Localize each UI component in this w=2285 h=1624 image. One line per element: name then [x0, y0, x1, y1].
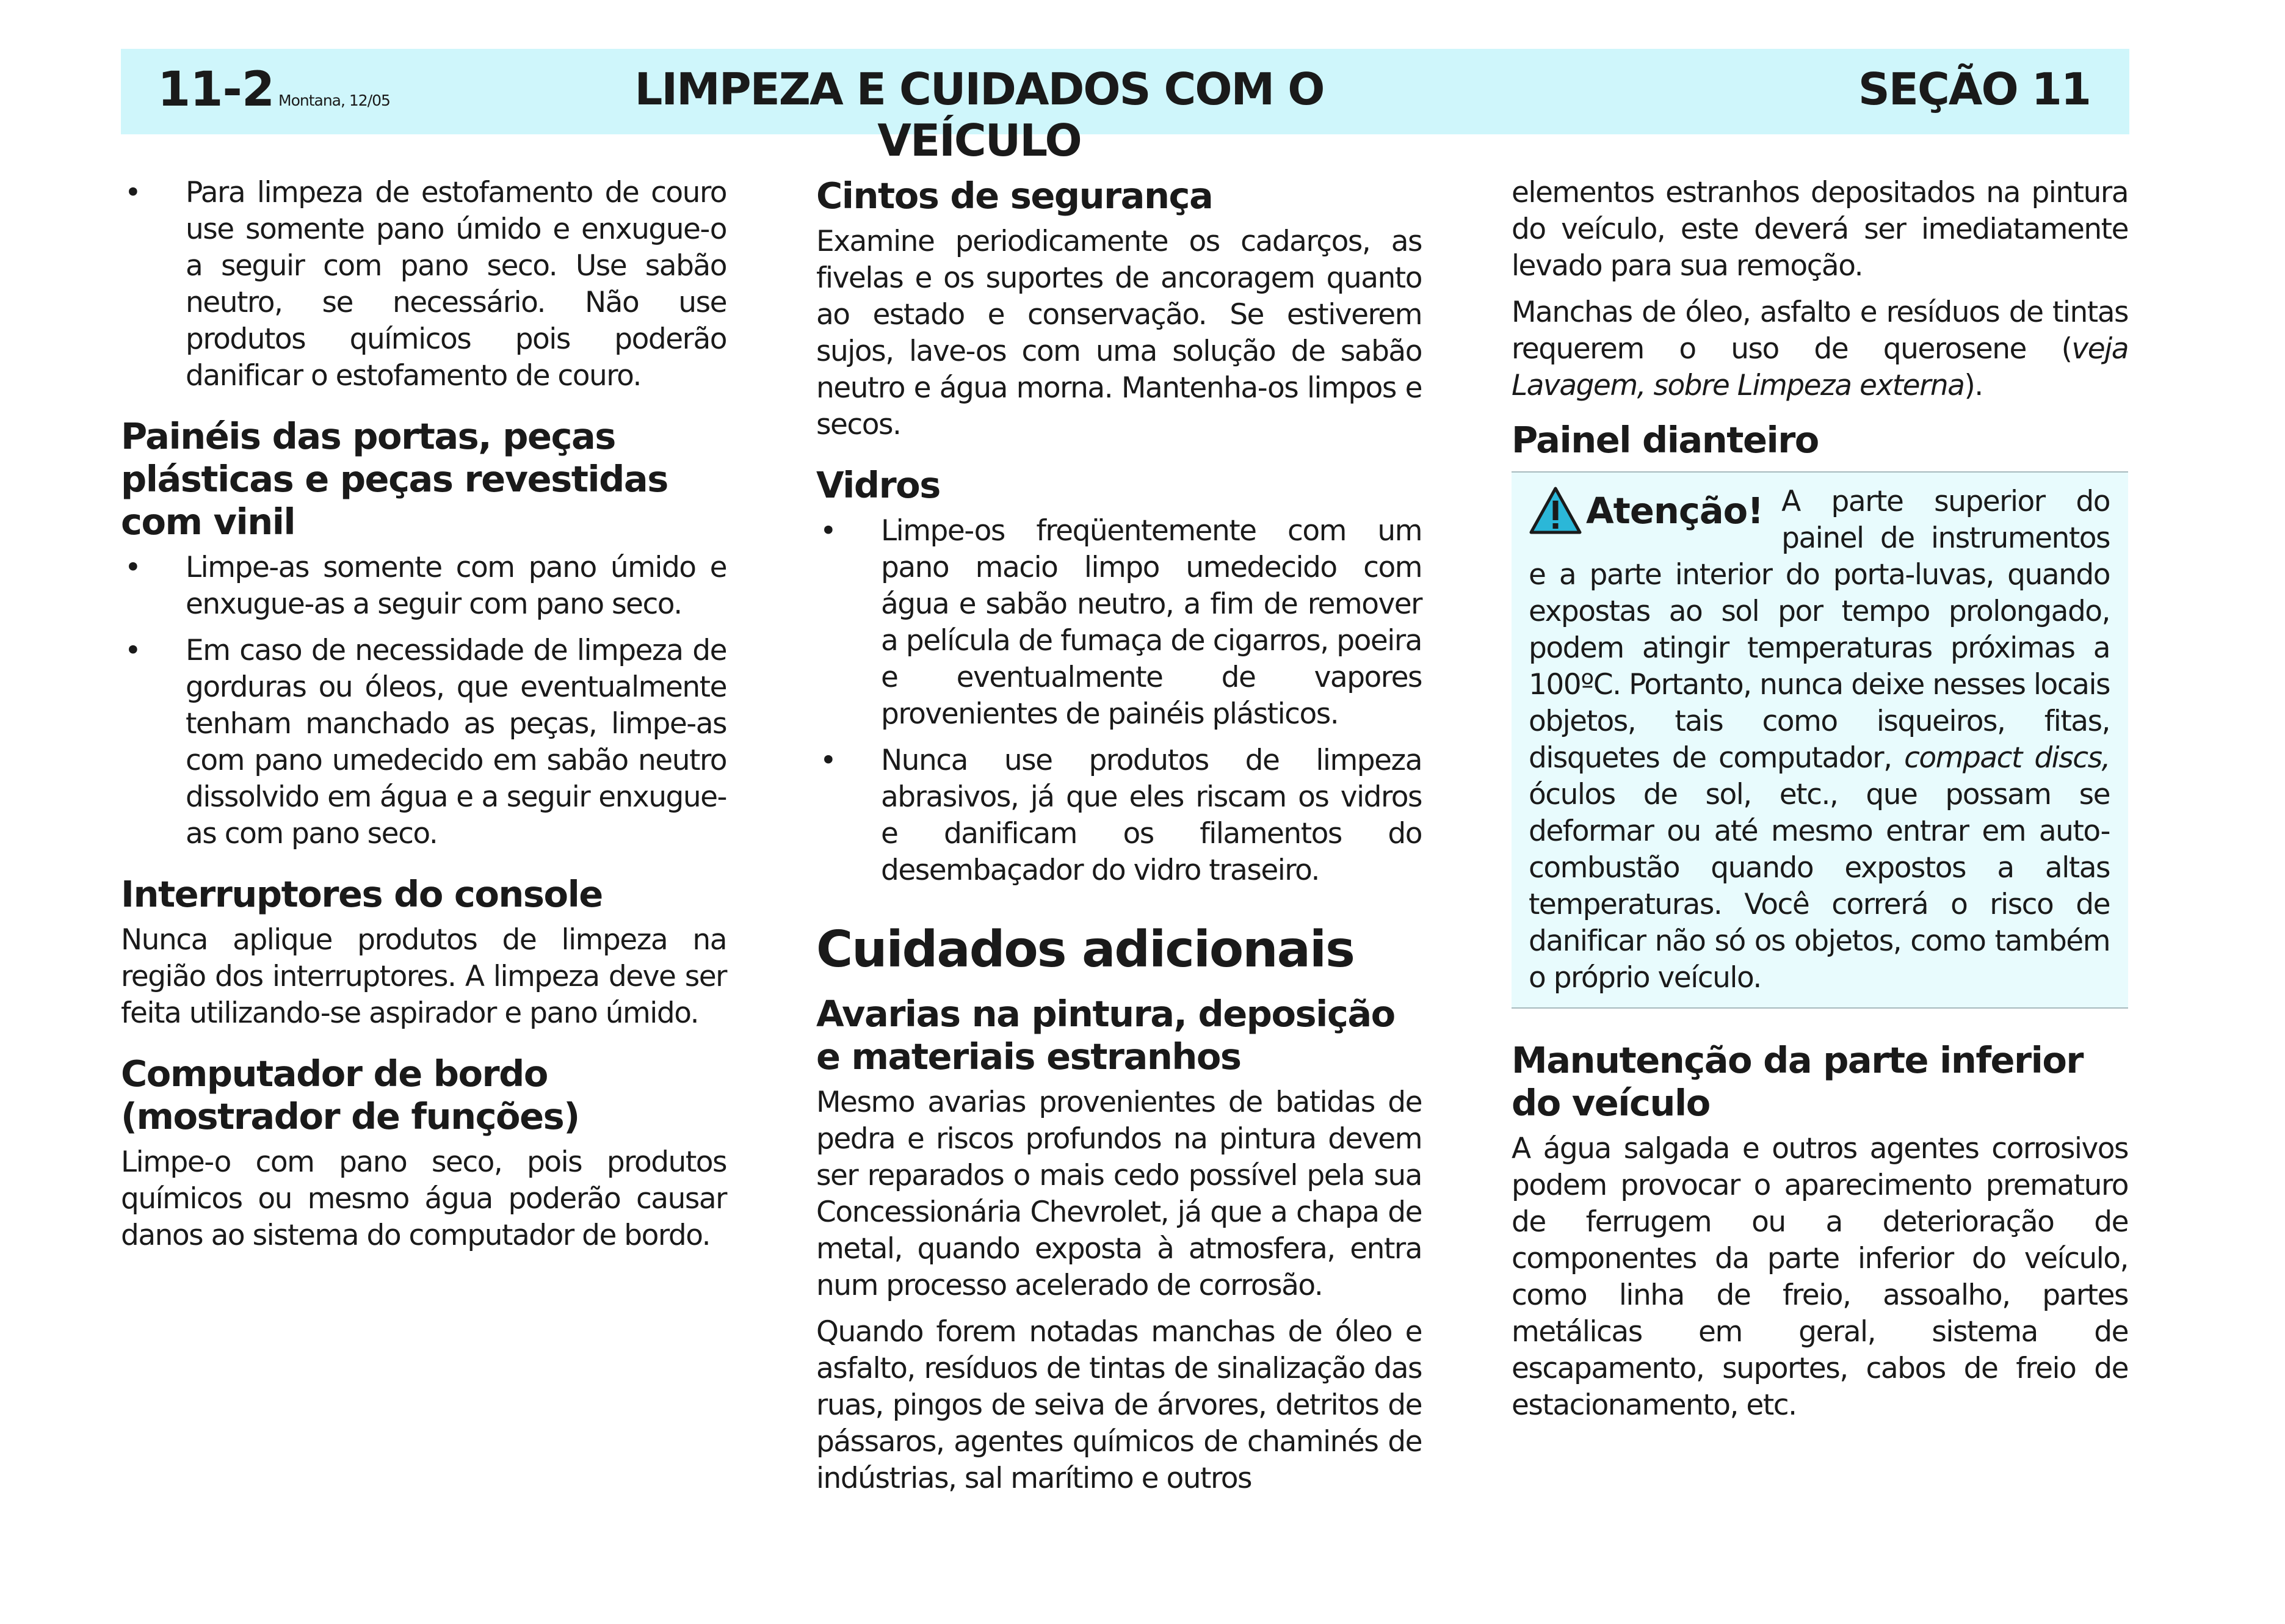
list-item: [816, 742, 1422, 889]
bullet: •: [820, 744, 836, 777]
heading-paint-damage: Avarias na pintura, deposição e materiais estranhos: [816, 993, 1395, 1078]
paragraph: [1512, 294, 2128, 404]
warning-text-part: A parte superior do painel de instrumentos e a parte interior do porta-luvas, quando expostas ao sol por tempo prolongado, podem atingir temperaturas próximas a 100ºC. Portanto, nunca deixe nesses locais objetos, tais como isqueiros, fitas, disquetes de computador,: [1529, 485, 2110, 775]
bullet: •: [125, 176, 141, 209]
list-item-text: Limpe-as somente com pano úmido e enxugue-as a seguir com pano seco.: [186, 551, 726, 621]
paragraph: A água salgada e outros agentes corrosivos podem provocar o aparecimento prematuro de ferrugem ou a deterioração de componentes da parte inferior do veículo, como linha de freio, assoalho, partes metálicas em geral, sistema de escapamento, suportes, cabos de freio de estacionamento, etc.: [1512, 1132, 2128, 1422]
paragraph-text: Manchas de óleo, asfalto e resíduos de tintas requerem o uso de querosene (: [1512, 295, 2128, 366]
bullet: •: [820, 514, 836, 548]
model-date: Montana, 12/05: [278, 92, 390, 109]
list-item: [121, 633, 726, 852]
bullet: •: [125, 634, 141, 667]
column-1: [121, 175, 726, 1264]
warning-italic-term: compact discs,: [1904, 741, 2110, 775]
list-item-text: Nunca use produtos de limpeza abrasivos, já que eles riscam os vidros e danificam os filamentos do desembaçador do vidro traseiro.: [881, 744, 1422, 887]
paragraph: Limpe-o com pano seco, pois produtos químicos ou mesmo água poderão causar danos ao sistema do computador de bordo.: [121, 1145, 726, 1252]
heading-door-panels: Painéis das portas, peças plásticas e peças revestidas com vinil: [121, 415, 668, 543]
paragraph: Quando forem notadas manchas de óleo e asfalto, resíduos de tintas de sinalização das ruas, pingos de seiva de árvores, detritos de pássaros, agentes químicos de chaminés de indústrias, sal marítimo e outros: [816, 1315, 1422, 1495]
warning-header: [1529, 486, 1763, 535]
page-header: [121, 49, 2129, 166]
heading-onboard-computer: Computador de bordo (mostrador de funções): [121, 1053, 579, 1137]
warning-box: [1512, 471, 2128, 1009]
heading-additional-care: Cuidados adicionais: [816, 921, 1354, 979]
heading-dashboard: Painel dianteiro: [1512, 419, 1819, 461]
paragraph: Nunca aplique produtos de limpeza na região dos interruptores. A limpeza deve ser feita utilizando-se aspirador e pano úmido.: [121, 923, 726, 1030]
paragraph: elementos estranhos depositados na pintura do veículo, este deverá ser imediatamente levado para sua remoção.: [1512, 176, 2128, 283]
paragraph-text: ).: [1964, 369, 1983, 402]
cross-reference: veja Lavagem, sobre Limpeza externa: [1512, 332, 2128, 402]
heading-windows: Vidros: [816, 464, 940, 506]
section-label: SEÇÃO 11: [1858, 63, 2090, 115]
heading-console-switches: Interruptores do console: [121, 873, 603, 915]
list-item-text: Para limpeza de estofamento de couro use somente pano úmido e enxugue-o a seguir com pano seco. Use sabão neutro, se necessário. Não use produtos químicos pois poderão danificar o estofamento de couro.: [186, 176, 726, 393]
list-item-text: Limpe-os freqüentemente com um pano macio limpo umedecido com água e sabão neutro, a fim de remover a película de fumaça de cigarros, poeira e eventualmente de vapores provenientes de painéis plásticos.: [881, 514, 1422, 731]
list-item: [121, 175, 726, 394]
warning-label: Atenção!: [1586, 489, 1764, 532]
list-item-text: Em caso de necessidade de limpeza de gorduras ou óleos, que eventualmente tenham manchado as peças, limpe-as com pano umedecido em sabão neutro dissolvido em água e a seguir enxugue-as com pano seco.: [186, 634, 726, 850]
warning-icon: [1529, 486, 1582, 535]
page-number: 11-2: [158, 62, 275, 117]
bullet: •: [125, 551, 141, 584]
paragraph: Mesmo avarias provenientes de batidas de pedra e riscos profundos na pintura devem ser reparados o mais cedo possível pela sua Concessionária Chevrolet, já que a chapa de metal, quando exposta à atmosfera, entra num processo acelerado de corrosão.: [816, 1086, 1422, 1302]
warning-text-part: óculos de sol, etc., que possam se deformar ou até mesmo entrar em auto-combustão quando expostos a altas temperaturas. Você correrá o risco de danificar não só os objetos, como também o próprio veículo.: [1529, 778, 2110, 995]
heading-seat-belts: Cintos de segurança: [816, 175, 1213, 217]
warning-text: [1529, 484, 2110, 996]
column-3: [1512, 175, 2128, 1434]
list-item: [816, 513, 1422, 733]
paragraph: Examine periodicamente os cadarços, as fivelas e os suportes de ancoragem quanto ao estado e conservação. Se estiverem sujos, lave-os com uma solução de sabão neutro e água morna. Mantenha-os limpos e secos.: [816, 225, 1422, 441]
list-item: [121, 549, 726, 623]
column-2: [816, 175, 1422, 1507]
chapter-title: LIMPEZA E CUIDADOS COM O VEÍCULO: [634, 63, 1324, 166]
heading-underbody-maintenance: Manutenção da parte inferior do veículo: [1512, 1039, 2083, 1124]
